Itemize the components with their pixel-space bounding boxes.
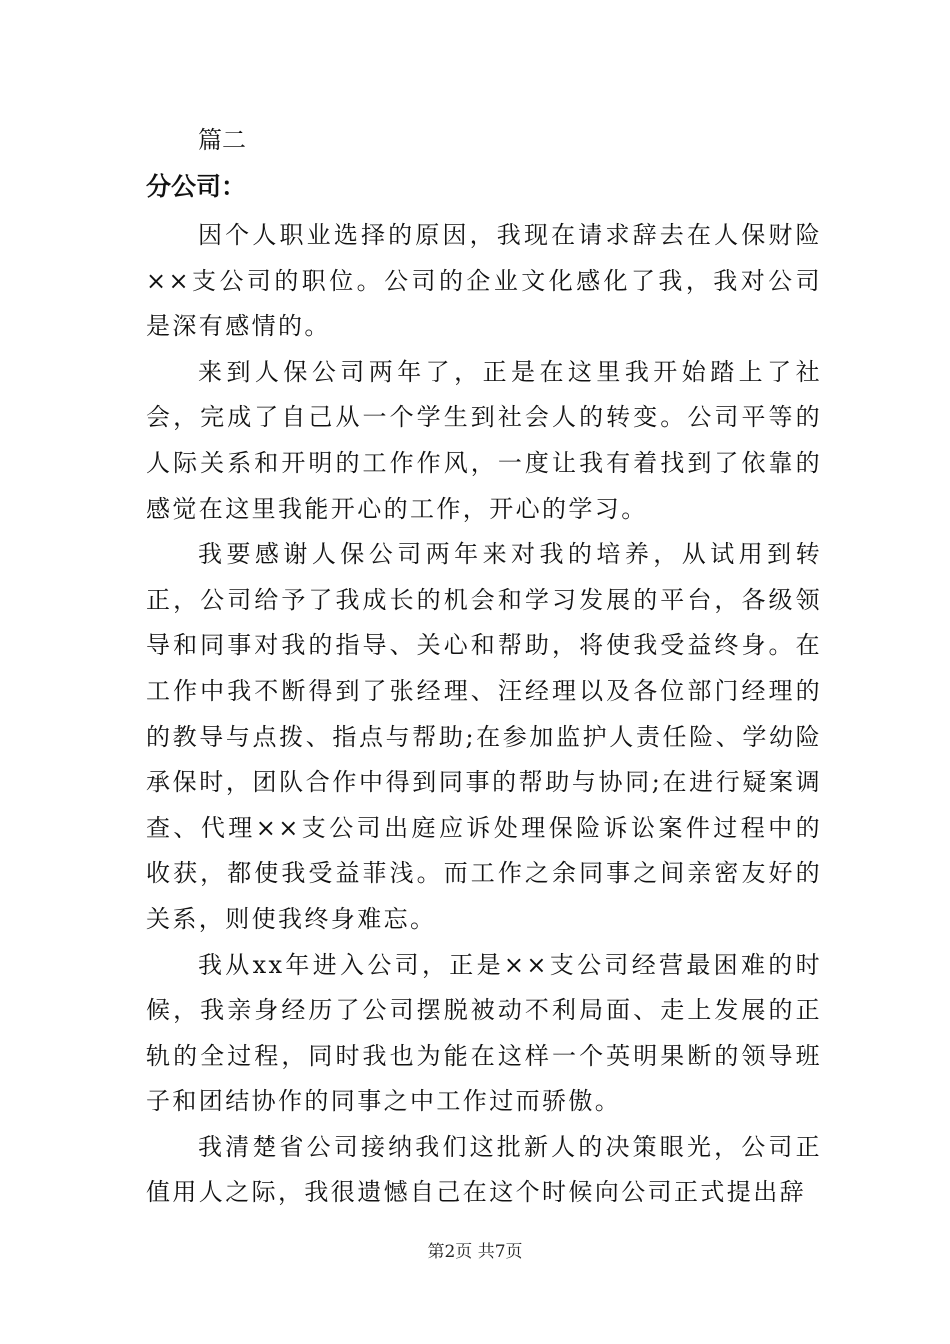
page-number-footer: 第2页 共7页 bbox=[427, 1242, 523, 1262]
section-label: 篇二 bbox=[198, 126, 246, 154]
letter-body bbox=[146, 213, 822, 1216]
paragraph: 我清楚省公司接纳我们这批新人的决策眼光，公司正值用人之际，我很遗憾自己在这个时候向公司正式提出辞 bbox=[146, 1132, 822, 1207]
salutation: 分公司： bbox=[146, 172, 247, 201]
paragraph: 来到人保公司两年了，正是在这里我开始踏上了社会，完成了自己从一个学生到社会人的转变。公司平等的人际关系和开明的工作作风，一度让我有着找到了依靠的感觉在这里我能开心的工作，开心的学习。 bbox=[146, 357, 822, 523]
paragraph: 我从xx年进入公司，正是××支公司经营最困难的时候，我亲身经历了公司摆脱被动不利局面、走上发展的正轨的全过程，同时我也为能在这样一个英明果断的领导班子和团结协作的同事之中工作过而骄傲。 bbox=[146, 950, 822, 1116]
paragraph: 因个人职业选择的原因，我现在请求辞去在人保财险××支公司的职位。公司的企业文化感化了我，我对公司是深有感情的。 bbox=[146, 221, 822, 341]
paragraph: 我要感谢人保公司两年来对我的培养，从试用到转正，公司给予了我成长的机会和学习发展的平台，各级领导和同事对我的指导、关心和帮助，将使我受益终身。在工作中我不断得到了张经理、汪经理以及各位部门经理的的教导与点拨、指点与帮助;在参加监护人责任险、学幼险承保时，团队合作中得到同事的帮助与协同;在进行疑案调查、代理××支公司出庭应诉处理保险诉讼案件过程中的收获，都使我受益菲浅。而工作之余同事之间亲密友好的关系，则使我终身难忘。 bbox=[146, 540, 822, 933]
